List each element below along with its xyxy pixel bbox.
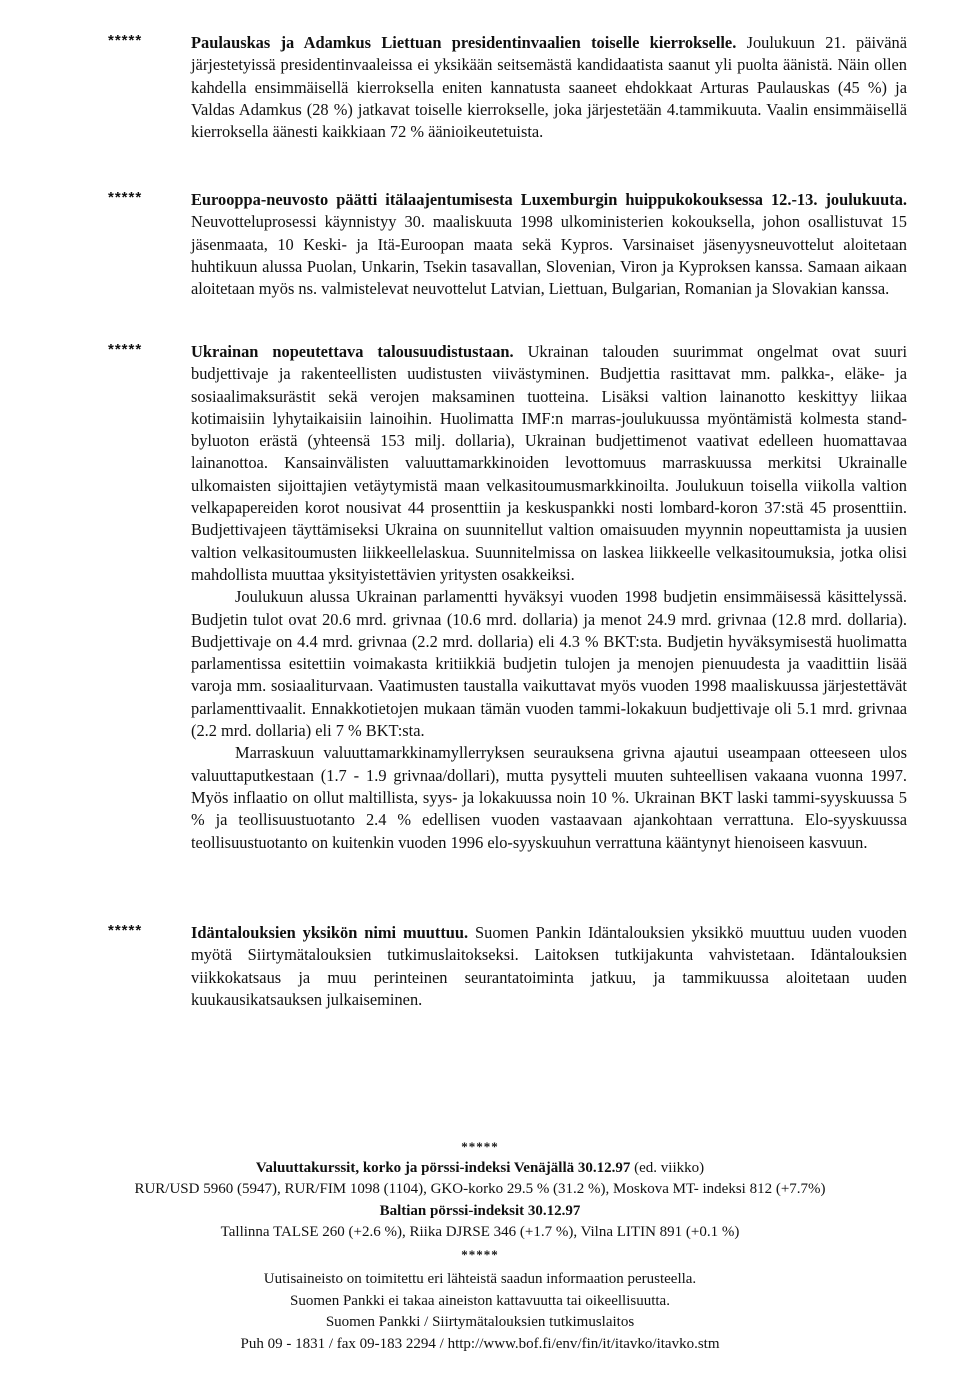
item-headline: Paulauskas ja Adamkus Liettuan presidentinvaalien toiselle kierrokselle. <box>191 33 737 52</box>
russia-heading-line <box>100 1158 860 1180</box>
item-body <box>191 922 907 1011</box>
item-paragraph: Joulukuun alussa Ukrainan parlamentti hyväksyi vuoden 1998 budjetin ensimmäisessä käsittelyssä. Budjetin tulot ovat 20.6 mrd. grivnaa (10.6 mrd. dollaria) ja menot 24.9 mrd. grivnaa (12.8 mrd. dollaria). Budjettivaje on 4.4 mrd. grivnaa (2.2 mrd. dollaria) eli 4.3 % BKT:sta. Budjetin hyväksymisestä huolimatta parlamentissa esitettiin voimakasta kritiikkiä budjetin tulojen ja menojen pienuudesta ja vaadittiin lisää varoja mm. sosiaaliturvaan. Vaatimusten taustalla vaikuttavat myös vuoden 1998 maaliskuussa järjestettävät parlamenttivaalit. Ennakkotietojen mukaan tämän vuoden tammi-lokakuun budjettivaje oli 5.1 mrd. grivnaa (2.2 mrd. dollaria) eli 7 % BKT:sta. <box>191 587 907 741</box>
disclaimer-block <box>100 1269 860 1355</box>
russia-heading: Valuuttakurssit, korko ja pörssi-indeksi Venäjällä 30.12.97 <box>255 1159 631 1176</box>
contact-info: Puh 09 - 1831 / fax 09-183 2294 / http://www.bof.fi/env/fin/it/itavko/itavko.stm <box>240 1335 720 1352</box>
disclaimer-line: Suomen Pankki ei takaa aineiston kattavuutta tai oikeellisuutta. <box>290 1292 670 1309</box>
disclaimer-line: Uutisaineisto on toimitettu eri lähteistä saadun informaation perusteella. <box>263 1271 697 1287</box>
footer-separator-2: ***** <box>461 1246 499 1262</box>
item-marker: ***** <box>108 32 143 49</box>
russia-rates: RUR/USD 5960 (5947), RUR/FIM 1098 (1104), GKO-korko 29.5 % (31.2 %), Moskova MT- indeksi 812 (+7.7%) <box>134 1181 826 1197</box>
footer-separator: ***** <box>461 1139 499 1154</box>
baltic-indices: Tallinna TALSE 260 (+2.6 %), Riika DJRSE 346 (+1.7 %), Vilna LITIN 891 (+0.1 %) <box>220 1224 740 1240</box>
item-text: Neuvotteluprosessi käynnistyy 30. maaliskuuta 1998 ulkoministerien kokouksella, johon osallistuvat 15 jäsenmaata, 10 Keski- ja Itä-Euroopan maata sekä Kypros. Varsinaiset jäsenyysneuvottelut aloitetaan huhtikuun alussa Puolan, Unkarin, Tsekin tasavallan, Slovenian, Viron ja Kyproksen kanssa. Samaan aikaan aloitetaan myös ns. valmistelevat neuvottelut Latvian, Liettuan, Bulgarian, Romanian ja Slovakian kanssa. <box>191 212 907 299</box>
item-paragraph <box>191 32 907 143</box>
organization: Suomen Pankki / Siirtymätalouksien tutkimuslaitos <box>325 1314 635 1330</box>
item-text: Joulukuun 21. päivänä järjestetyissä presidentinvaaleissa ei yksikään seitsemästä kandidaatista saanut yli puolta äänistä. Näin ollen kahdella ensimmäisellä kierroksella eniten kannatusta saaneet ehdokkaat Arturas Paulauskas (45 %) ja Valdas Adamkus (28 %) jatkavat toiselle kierrokselle, joka järjestetään 4.tammikuuta. Vaalin ensimmäisellä kierroksella äänesti kaikkiaan 72 % äänioikeutetuista. <box>191 33 907 142</box>
baltic-heading-line <box>100 1201 860 1223</box>
item-headline: Ukrainan nopeutettava talousuudistustaan. <box>191 342 514 361</box>
item-text: Suomen Pankin Idäntalouksien yksikkö muuttuu uuden vuoden myötä Siirtymätalouksien tutkimuslaitokseksi. Laitoksen tutkijakunta vahvistetaan. Idäntalouksien viikkokatsaus ja muu perinteinen seurantatoiminta jatkuu, ja tammikuussa aloitetaan uuden kuukausikatsauksen julkaiseminen. <box>191 923 907 1009</box>
item-marker: ***** <box>108 922 143 939</box>
item-body <box>191 189 907 300</box>
item-headline: Eurooppa-neuvosto päätti itälaajentumisesta Luxemburgin huippukokouksessa 12.-13. joulukuuta. <box>191 190 907 209</box>
item-body <box>191 32 907 143</box>
item-paragraph <box>191 922 907 1011</box>
item-text: Ukrainan talouden suurimmat ongelmat ovat suuri budjettivaje ja rakenteellisten uudistusten viivästyminen. Budjettia rasittavat mm. palkka-, eläke- ja sosiaalimaksurästit sekä verojen maksaminen tuotteina. Lisäksi valtion lainanotto keskittyy liikaa kotimaisiin lyhytaikaisiin lainoihin. Huolimatta IMF:n marras-joulukuussa myöntämistä kolmesta stand-byluoton erästä (yhteensä 153 milj. dollaria), Ukrainan budjettimenot vaativat edelleen huomattavaa lainanottoa. Kansainvälisten valuuttamarkkinoiden levottomuus marraskuussa merkitsi Ukrainalle ulkomaisten sijoittajien vetäytymistä maan velkasitoumusmarkkinoilta. Joulukuun toisella viikolla valtion velkapapereiden korot nousivat 44 prosenttiin ja keskuspankki nosti lombard-koron 37:stä 45 prosenttiin. Budjettivajeen täyttämiseksi Ukraina on suunnitellut valtion omaisuuden myynnin nopeuttamista ja uusien valtion velkasitoumusten liikkeellelaskua. Suunnitelmissa on laskea liikkeelle velkasitoumuksia, jotka olisi mahdollista muuttaa yksityistettävien yritysten osakkeiksi. <box>191 342 908 584</box>
item-marker: ***** <box>108 189 143 206</box>
item-paragraph <box>191 189 907 300</box>
russia-heading-note: (ed. viikko) <box>634 1159 705 1176</box>
item-paragraph <box>191 341 907 586</box>
item-marker: ***** <box>108 341 143 358</box>
footer <box>100 1136 860 1355</box>
baltic-heading: Baltian pörssi-indeksit 30.12.97 <box>379 1202 581 1219</box>
item-paragraph: Marraskuun valuuttamarkkinamyllerryksen seurauksena grivna ajautui useampaan otteeseen ulos valuuttaputkestaan (1.7 - 1.9 grivnaa/dollari), mutta pysytteli muuten suhteellisen vakaana vuonna 1997. Myös inflaatio on ollut maltillista, syys- ja lokakuussa noin 10 %. Ukrainan BKT laski tammi-syyskuussa 5 % ja teollisuustuotanto 2.4 % edellisen vuoden vastaavaan ajankohtaan verrattuna. Elo-syyskuussa teollisuustuotanto on kuitenkin vuoden 1996 elo-syyskuuhun verrattuna kääntynyt hienoiseen kasvuun. <box>191 743 907 852</box>
item-body <box>191 341 907 854</box>
item-headline: Idäntalouksien yksikön nimi muuttuu. <box>191 923 469 942</box>
